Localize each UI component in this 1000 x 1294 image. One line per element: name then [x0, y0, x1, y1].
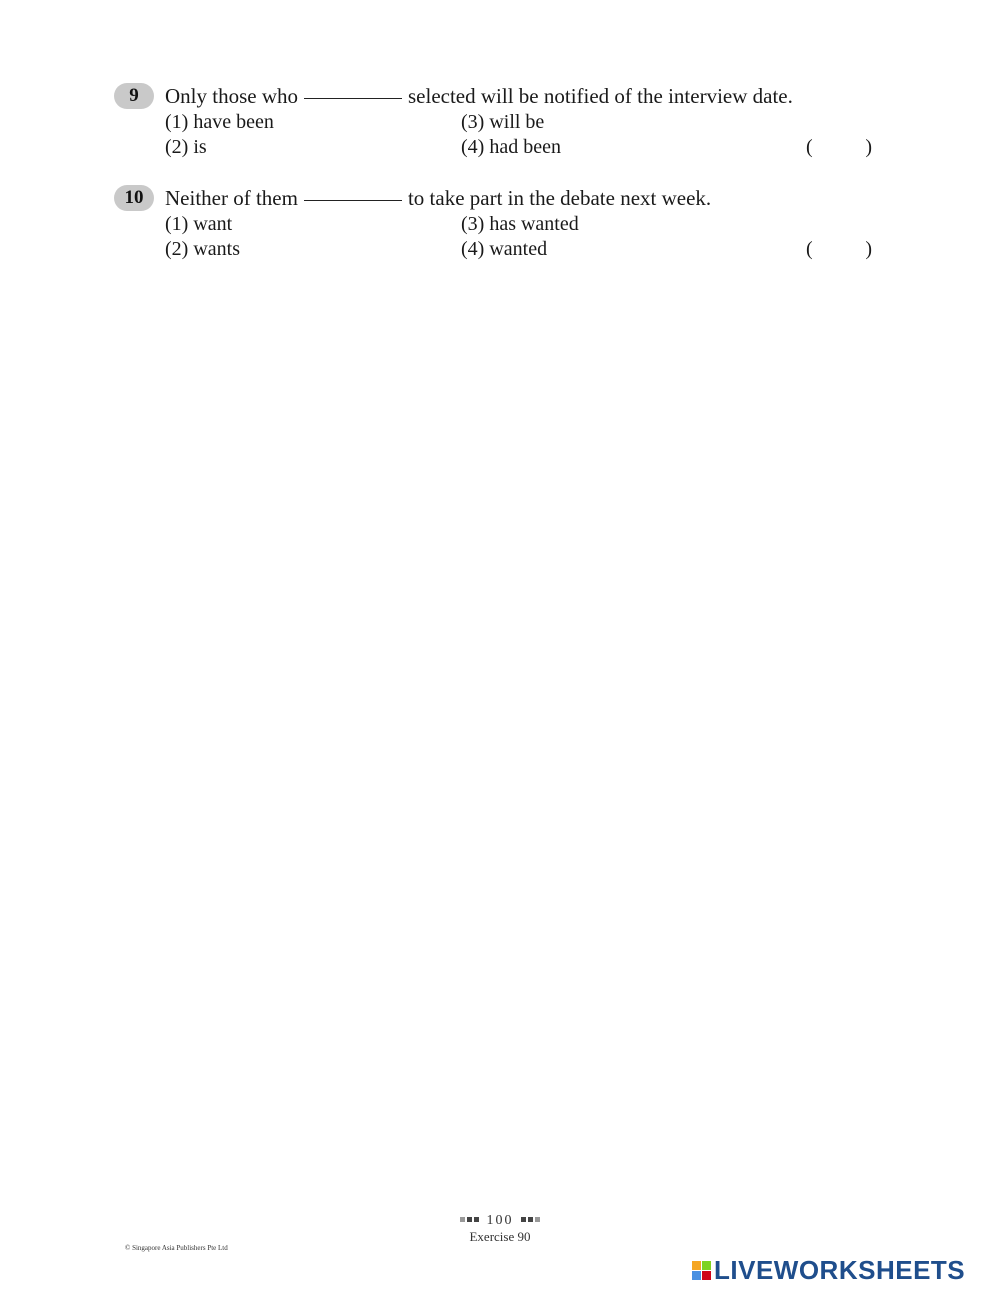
copyright-notice: © Singapore Asia Publishers Pte Ltd — [125, 1244, 228, 1252]
option-1[interactable]: (1) want — [165, 213, 233, 235]
option-3[interactable]: (3) will be — [461, 111, 545, 133]
page-number: 100 — [486, 1213, 514, 1228]
answer-blank — [304, 199, 402, 201]
bracket-close: ) — [865, 238, 872, 260]
bracket-close: ) — [865, 136, 872, 158]
stem-text-after: selected will be notified of the interview date. — [408, 84, 793, 108]
stem-text-before: Only those who — [165, 84, 298, 108]
bracket-open: ( — [806, 136, 813, 158]
question-stem — [165, 185, 711, 211]
decor-square — [521, 1217, 526, 1222]
answer-box[interactable] — [806, 135, 872, 159]
liveworksheets-brand[interactable] — [692, 1255, 965, 1285]
decor-square — [528, 1217, 533, 1222]
bracket-open: ( — [806, 238, 813, 260]
stem-text-after: to take part in the debate next week. — [407, 186, 712, 210]
question-stem — [165, 83, 793, 109]
option-2[interactable]: (2) is — [165, 136, 207, 158]
decor-square — [467, 1217, 472, 1222]
decor-square — [535, 1217, 540, 1222]
option-2[interactable]: (2) wants — [165, 238, 240, 260]
brand-name: LIVEWORKSHEETS — [714, 1255, 966, 1285]
option-1[interactable]: (1) have been — [165, 111, 274, 133]
stem-text-before: Neither of them — [165, 186, 298, 210]
option-4[interactable]: (4) had been — [461, 136, 561, 158]
liveworksheets-logo-icon — [692, 1261, 711, 1280]
answer-blank — [304, 97, 402, 99]
question-number-badge: 10 — [114, 185, 154, 211]
option-3[interactable]: (3) has wanted — [461, 213, 579, 235]
logo-square — [692, 1271, 701, 1280]
option-4[interactable]: (4) wanted — [461, 238, 548, 260]
answer-box[interactable] — [806, 237, 872, 261]
question-number-badge: 9 — [114, 83, 154, 109]
decor-square — [474, 1217, 479, 1222]
decor-square — [460, 1217, 465, 1222]
page-number-row — [0, 1213, 1000, 1229]
exercise-label: Exercise 90 — [469, 1229, 531, 1244]
logo-square — [702, 1271, 711, 1280]
logo-square — [702, 1261, 711, 1270]
logo-square — [692, 1261, 701, 1270]
